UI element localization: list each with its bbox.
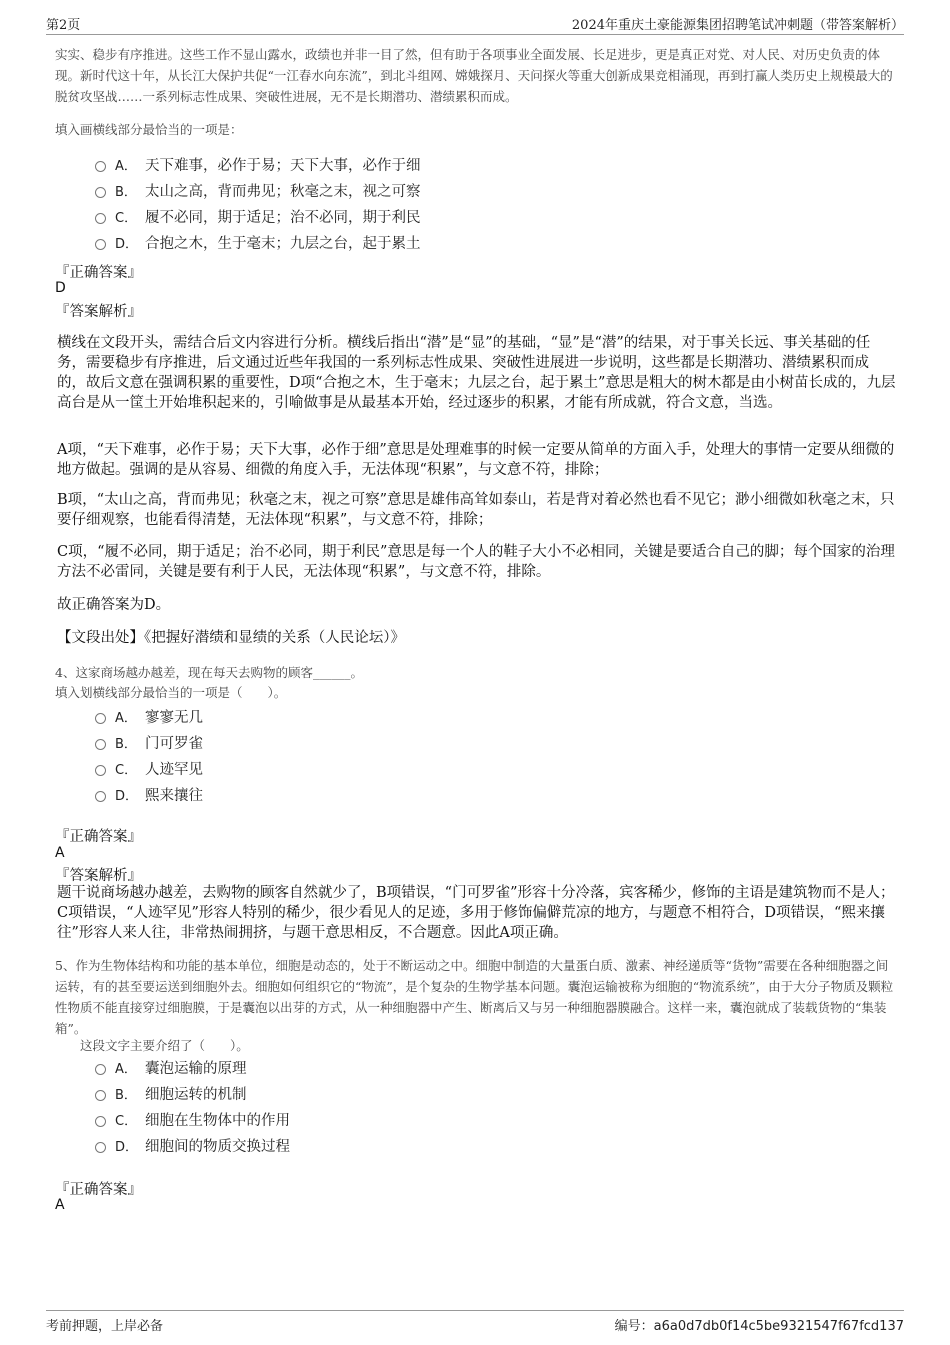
q3-option-d[interactable]: D． 合抱之木，生于毫末；九层之台，起于累土	[95, 229, 421, 255]
document-title: 2024年重庆土豪能源集团招聘笔试冲刺题（带答案解析）	[571, 18, 904, 33]
q5-option-b[interactable]: B． 细胞运转的机制	[95, 1080, 290, 1106]
q5-option-c[interactable]: C． 细胞在生物体中的作用	[95, 1106, 290, 1132]
radio-icon[interactable]	[95, 765, 106, 776]
radio-icon[interactable]	[95, 213, 106, 224]
q4-option-a[interactable]: A． 寥寥无几	[95, 703, 203, 729]
q3-options	[95, 151, 421, 255]
radio-icon[interactable]	[95, 739, 106, 750]
page-footer	[46, 1310, 904, 1334]
radio-icon[interactable]	[95, 239, 106, 250]
q3-option-b[interactable]: B． 太山之高，背而弗见；秋毫之末，视之可察	[95, 177, 421, 203]
q3-passage: 实实、稳步有序推进。这些工作不显山露水，政绩也并非一目了然，但有助于各项事业全面发展、长足进步，更是真正对党、对人民、对历史负责的体现。新时代这十年，从长江大保护共促“一江春水向东流”，到北斗组网、嫦娥探月、天问探火等重大创新成果竞相涌现，再到打赢人类历史上规模最大的脱贫攻坚战……一系列标志性成果、突破性进展，无不是长期潜功、潜绩累积而成。	[55, 47, 893, 104]
page-number: 第2页	[46, 18, 81, 33]
q4-prompt: 填入划横线部分最恰当的一项是（ ）。	[55, 685, 287, 700]
q4-answer-label: 『正确答案』	[55, 829, 142, 845]
q5-options	[95, 1054, 290, 1158]
q3-analysis-a: A项，“天下难事，必作于易；天下大事，必作于细”意思是处理难事的时候一定要从简单的方面入手，处理大的事情一定要从细微的地方做起。强调的是从容易、细微的角度入手，无法体现“积累”，与文意不符，排除；	[57, 442, 895, 478]
radio-icon[interactable]	[95, 713, 106, 724]
radio-icon[interactable]	[95, 187, 106, 198]
footer-slogan: 考前押题，上岸必备	[46, 1319, 164, 1334]
q3-analysis-main: 横线在文段开头，需结合后文内容进行分析。横线后指出“潜”是“显”的基础，“显”是“潜”的结果，对于事关长远、事关基础的任务，需要稳步有序推进，后文通过近些年我国的一系列标志性成果、突破性进展进一步说明，这些都是长期潜功、潜绩累积而成的，故后文意在强调积累的重要性，D项“合抱之木，生于毫末；九层之台，起于累土”意思是粗大的树木都是由小树苗长成的，九层高台是从一筐土开始堆积起来的，引喻做事是从最基本开始，经过逐步的积累，才能有所成就，符合文意，当选。	[57, 335, 896, 411]
q4-option-c[interactable]: C． 人迹罕见	[95, 755, 203, 781]
q5-option-a[interactable]: A． 囊泡运输的原理	[95, 1054, 290, 1080]
q4-option-b[interactable]: B． 门可罗雀	[95, 729, 203, 755]
q3-analysis-b: B项，“太山之高，背而弗见；秋毫之末，视之可察”意思是雄伟高耸如泰山，若是背对着必然也看不见它；渺小细微如秋毫之末，只要仔细观察，也能看得清楚，无法体现“积累”，与文意不符，排除；	[57, 492, 895, 528]
q4-analysis: 题干说商场越办越差，去购物的顾客自然就少了，B项错误，“门可罗雀”形容十分冷落，宾客稀少，修饰的主语是建筑物而不是人；C项错误，“人迹罕见”形容人特别的稀少，很少看见人的足迹，多用于修饰偏僻荒凉的地方，与题意不相符合，D项错误，“熙来攘往”形容人来人往，非常热闹拥挤，与题干意思相反，不合题意。因此A项正确。	[57, 885, 895, 941]
q4-options	[95, 703, 203, 807]
q3-answer: D	[55, 280, 66, 296]
page-header	[46, 12, 904, 35]
q3-analysis-label: 『答案解析』	[55, 304, 142, 320]
radio-icon[interactable]	[95, 1090, 106, 1101]
q5-stem: 5、作为生物体结构和功能的基本单位，细胞是动态的，处于不断运动之中。细胞中制造的大量蛋白质、激素、神经递质等“货物”需要在各种细胞器之间运转，有的甚至要运送到细胞外去。细胞如何组织它的“物流”，是个复杂的生物学基本问题。囊泡运输被称为细胞的“物流系统”，由于大分子物质及颗粒性物质不能直接穿过细胞膜，于是囊泡以出芽的方式，从一种细胞器中产生、断离后又与另一种细胞器膜融合。这样一来，囊泡就成了装载货物的“集装箱”。	[55, 958, 894, 1036]
q5-answer: A	[55, 1197, 65, 1213]
radio-icon[interactable]	[95, 1116, 106, 1127]
q5-answer-label: 『正确答案』	[55, 1182, 142, 1198]
q4-analysis-label: 『答案解析』	[55, 868, 142, 884]
q3-option-c[interactable]: C． 履不必同，期于适足；治不必同，期于利民	[95, 203, 421, 229]
document-code: 编号：a6a0d7db0f14c5be9321547f67fcd137	[614, 1319, 904, 1334]
q3-prompt: 填入画横线部分最恰当的一项是：	[55, 122, 243, 137]
radio-icon[interactable]	[95, 791, 106, 802]
radio-icon[interactable]	[95, 1142, 106, 1153]
q3-conclusion: 故正确答案为D。	[57, 597, 171, 613]
q5-option-d[interactable]: D． 细胞间的物质交换过程	[95, 1132, 290, 1158]
q4-stem: 4、这家商场越办越差，现在每天去购物的顾客______。	[55, 665, 363, 680]
radio-icon[interactable]	[95, 1064, 106, 1075]
q3-analysis-c: C项，“履不必同，期于适足；治不必同，期于利民”意思是每一个人的鞋子大小不必相同，关键是要适合自己的脚；每个国家的治理方法不必雷同，关键是要有利于人民，无法体现“积累”，与文意不符，排除。	[57, 544, 895, 580]
q4-answer: A	[55, 845, 65, 861]
q3-source: 【文段出处】《把握好潜绩和显绩的关系（人民论坛）》	[57, 630, 405, 646]
radio-icon[interactable]	[95, 161, 106, 172]
q5-prompt: 这段文字主要介绍了（ ）。	[80, 1038, 249, 1053]
q4-option-d[interactable]: D． 熙来攘往	[95, 781, 203, 807]
q3-option-a[interactable]: A． 天下难事，必作于易；天下大事，必作于细	[95, 151, 421, 177]
q3-answer-label: 『正确答案』	[55, 265, 142, 281]
